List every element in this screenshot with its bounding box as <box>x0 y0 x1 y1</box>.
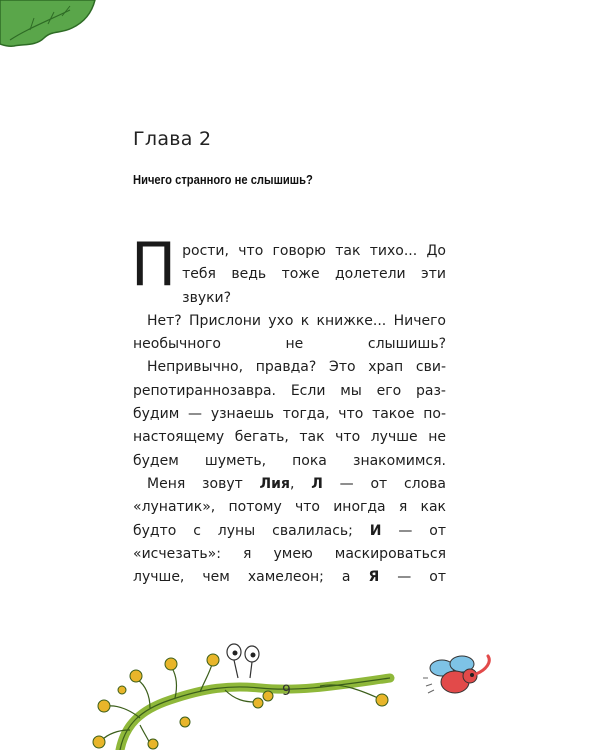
paragraph-3 <box>133 356 446 472</box>
leaf-corner-illustration <box>0 0 110 60</box>
flower-buds <box>93 654 388 749</box>
text-line: репотираннозавра. Если мы его раз- <box>133 382 446 399</box>
page-number: 9 <box>282 683 291 699</box>
fly-illustration <box>423 656 489 693</box>
bold-letter: Лия <box>259 475 290 492</box>
chapter-subtitle: Ничего странного не слышишь? <box>133 172 313 187</box>
text-line: рости, что говорю так тихо... До <box>182 243 446 259</box>
vine-stem <box>120 678 390 750</box>
text-segment: — от слова «лунатик», потому что иногда я как будто с луны свалилась; <box>133 475 446 539</box>
text-line: тебя ведь тоже долетели эти <box>182 266 446 283</box>
text-line: звуки? <box>182 289 232 306</box>
vine-illustration <box>0 630 600 750</box>
text-line: не будем шуметь, пока знакомимся. <box>133 429 447 469</box>
paragraph-1 <box>131 230 446 310</box>
text-line: Непривычно, правда? Это храп сви- <box>147 359 446 376</box>
text-line: Нет? Прислони ухо к книжке... <box>147 312 387 329</box>
bold-letter: Я <box>368 569 380 586</box>
text-segment: — от «исчезать»: я умею маскироваться лучше, чем хамелеон; а <box>133 522 446 586</box>
bold-letter: И <box>369 522 382 539</box>
paragraph-2 <box>133 310 446 357</box>
text-segment: Меня зовут <box>147 475 260 492</box>
paragraph-4 <box>133 473 446 589</box>
text-line: по-настоящему бегать, так что лучше <box>133 406 446 446</box>
text-segment: — от <box>379 569 447 586</box>
bold-letter: Л <box>311 475 323 492</box>
text-line: Ничего необычного не слышишь? <box>133 312 446 353</box>
vine-eyes <box>227 644 259 678</box>
text-line: будим — узнаешь тогда, что такое <box>133 406 415 423</box>
chapter-title: Глава 2 <box>133 128 212 150</box>
drop-cap: П <box>131 230 177 300</box>
text-segment: , <box>289 475 312 492</box>
body-text <box>131 230 447 589</box>
